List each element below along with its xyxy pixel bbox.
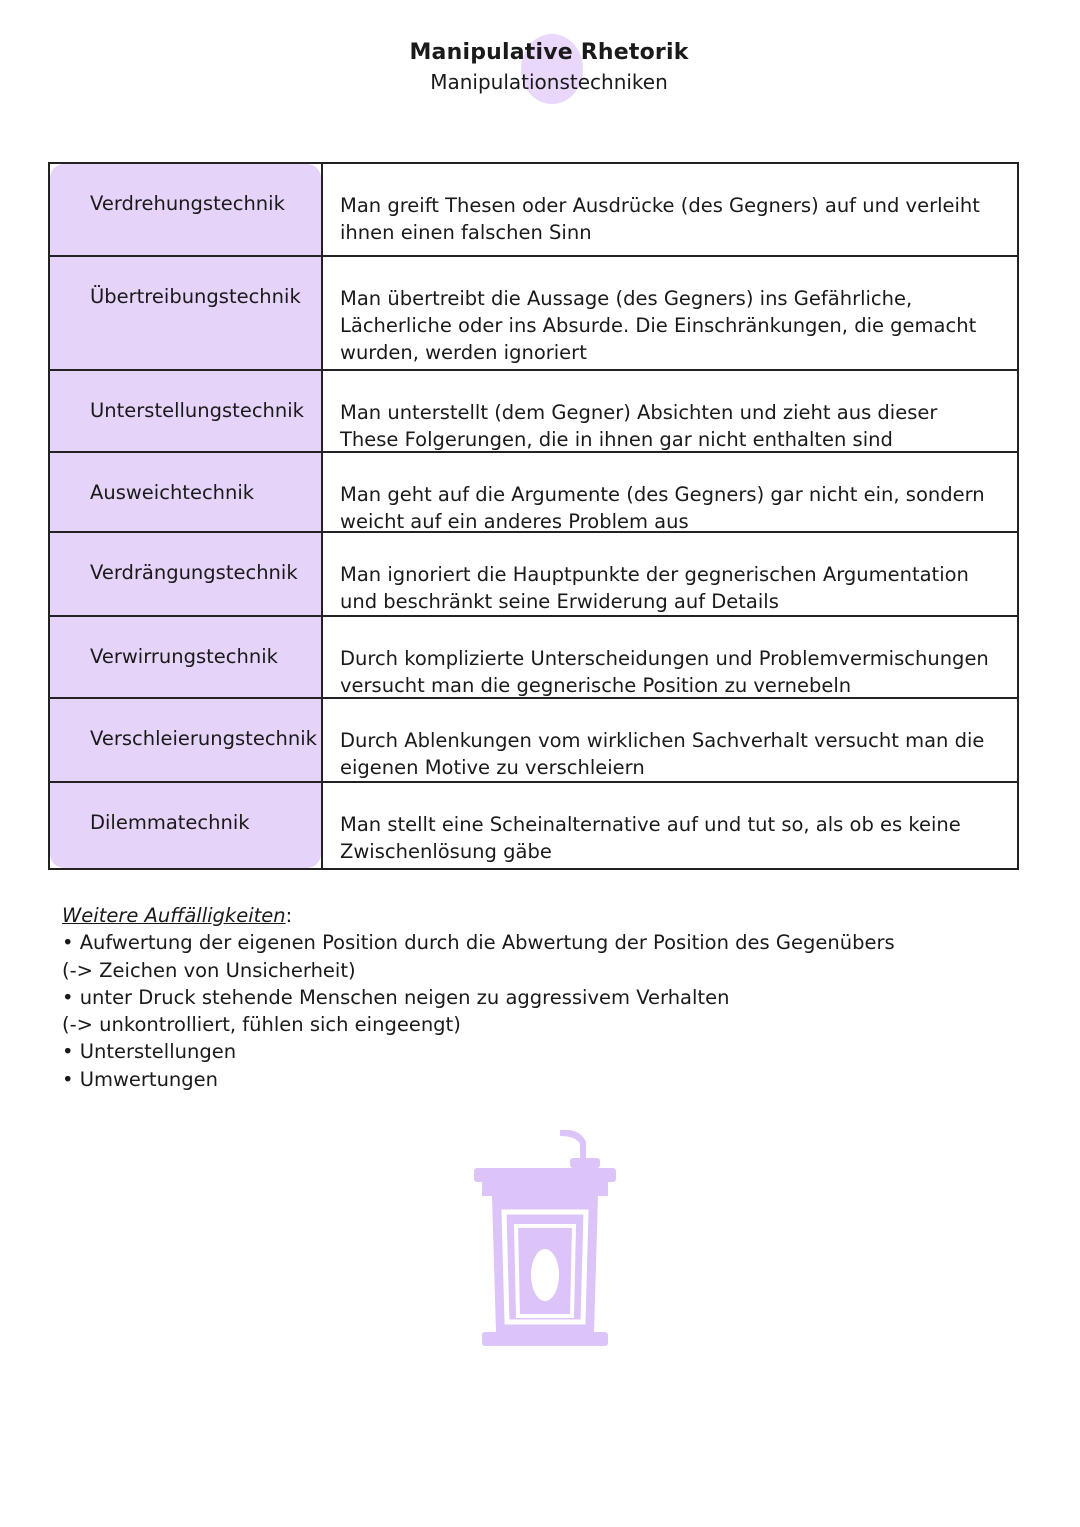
- technique-definition: Man geht auf die Argumente (des Gegners) gar nicht ein, sondern weicht auf ein anderes Problem aus: [340, 483, 985, 533]
- technique-definition: Man stellt eine Scheinalternative auf und tut so, als ob es keine Zwischenlösung gäbe: [340, 813, 961, 863]
- table-row: [50, 781, 1017, 870]
- technique-definition: Man greift Thesen oder Ausdrücke (des Gegners) auf und verleiht ihnen einen falschen Sinn: [340, 194, 980, 244]
- technique-definition: Durch Ablenkungen vom wirklichen Sachverhalt versucht man die eigenen Motive zu verschleiern: [340, 729, 985, 779]
- column-divider: [321, 164, 323, 868]
- table-row: [50, 615, 1017, 699]
- further-notes: Weitere Auffälligkeiten: • Aufwertung der eigenen Position durch die Abwertung der Position des Gegenübers (-> Zeichen von Unsicherheit) • unter Druck stehende Menschen neigen zu aggressivem Verhalten (-> unkontrolliert, fühlen sich eingeengt) • Unterstellungen • Umwertungen: [62, 902, 895, 1093]
- notes-line: (-> unkontrolliert, fühlen sich eingeengt): [62, 1013, 461, 1037]
- technique-term: Unterstellungstechnik: [90, 399, 304, 422]
- table-row: [50, 531, 1017, 617]
- notes-line: • Unterstellungen: [62, 1040, 237, 1064]
- technique-term: Ausweichtechnik: [90, 481, 255, 504]
- technique-definition: Man ignoriert die Hauptpunkte der gegnerischen Argumentation und beschränkt seine Erwiderung auf Details: [340, 563, 969, 613]
- technique-term: Verdrängungstechnik: [90, 561, 298, 584]
- page-title: Manipulative Rhetorik: [409, 40, 689, 65]
- notes-line: (-> Zeichen von Unsicherheit): [62, 958, 356, 982]
- technique-term: Übertreibungstechnik: [90, 285, 301, 308]
- page-subtitle: Manipulationstechniken: [430, 70, 668, 94]
- technique-term: Verschleierungstechnik: [90, 727, 317, 750]
- technique-term: Verwirrungstechnik: [90, 645, 278, 668]
- table-row: [50, 369, 1017, 453]
- notes-heading: Weitere Auffälligkeiten: [62, 904, 286, 927]
- table-row: [50, 697, 1017, 783]
- table-row: [50, 255, 1017, 371]
- notes-line: • Umwertungen: [62, 1067, 219, 1091]
- notes-line: • unter Druck stehende Menschen neigen zu aggressivem Verhalten: [62, 985, 730, 1009]
- technique-definition: Man unterstellt (dem Gegner) Absichten und zieht aus dieser These Folgerungen, die in ihnen gar nicht enthalten sind: [340, 401, 938, 451]
- techniques-table: [48, 162, 1019, 870]
- table-row: [50, 451, 1017, 533]
- technique-definition: Durch komplizierte Unterscheidungen und Problemvermischungen versucht man die gegnerische Position zu vernebeln: [340, 647, 989, 697]
- technique-term: Verdrehungstechnik: [90, 192, 285, 215]
- technique-term: Dilemmatechnik: [90, 811, 250, 834]
- notes-line: • Aufwertung der eigenen Position durch die Abwertung der Position des Gegenübers: [62, 931, 895, 955]
- table-row: [50, 164, 1017, 255]
- technique-definition: Man übertreibt die Aussage (des Gegners) ins Gefährliche, Lächerliche oder ins Absurde. Die Einschränkungen, die gemacht wurden, werden ignoriert: [340, 287, 977, 364]
- podium-icon: [470, 1122, 630, 1352]
